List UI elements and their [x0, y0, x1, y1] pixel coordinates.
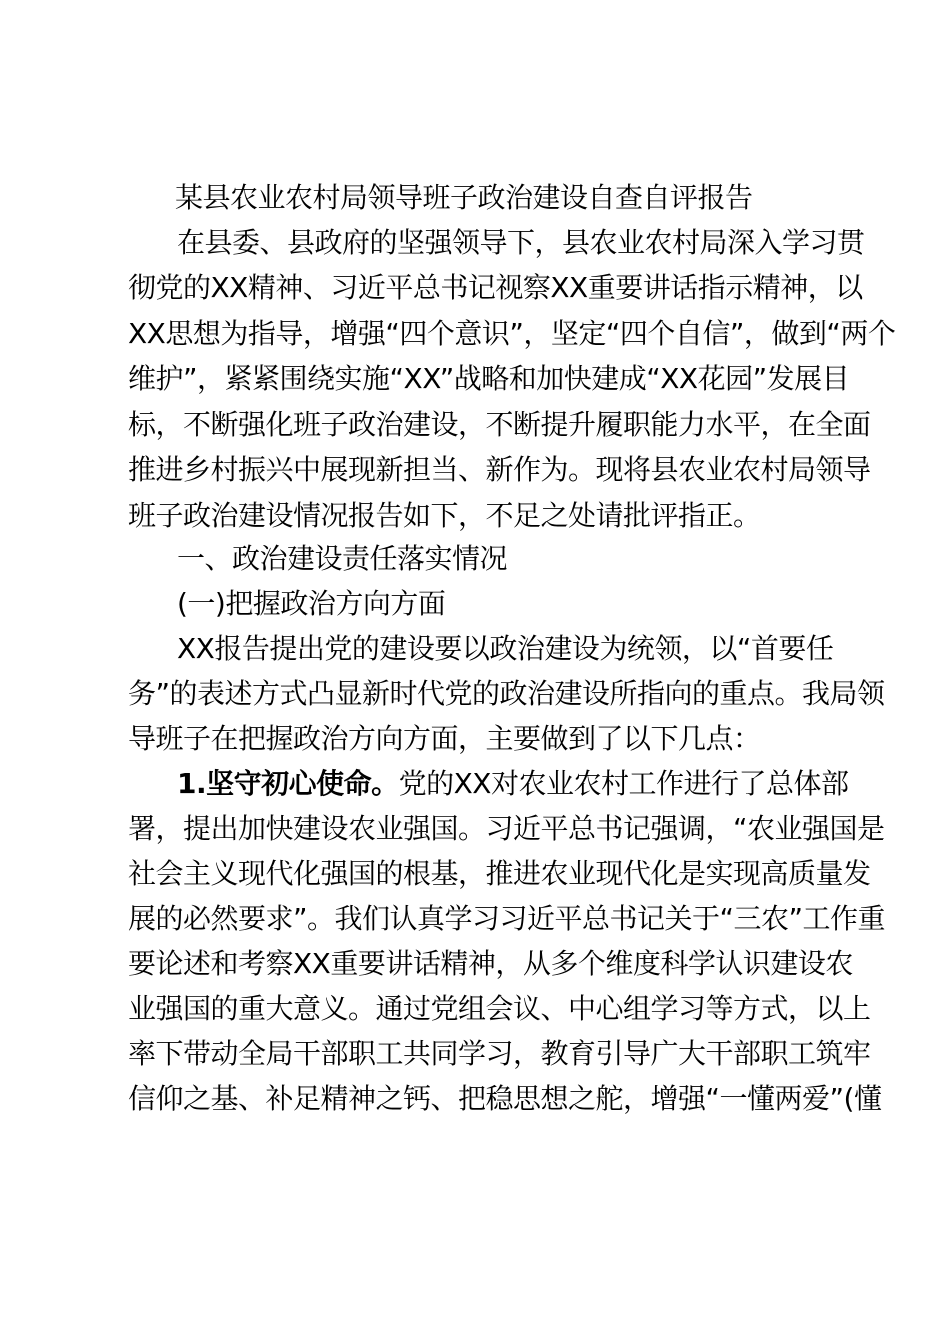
paragraph-line: 维护”，紧紧围绕实施“XX”战略和加快建成“XX花园”发展目	[128, 362, 850, 395]
paragraph-line: 在县委、县政府的坚强领导下，县农业农村局深入学习贯	[177, 226, 865, 259]
paragraph-line: XX思想为指导，增强“四个意识”，坚定“四个自信”，做到“两个	[128, 317, 896, 350]
paragraph-line: 标，不断强化班子政治建设，不断提升履职能力水平，在全面	[128, 408, 871, 441]
paragraph-line: 业强国的重大意义。通过党组会议、中心组学习等方式，以上	[128, 992, 871, 1025]
paragraph-line: 展的必然要求”。我们认真学习习近平总书记关于“三农”工作重	[128, 902, 886, 935]
paragraph-line: 信仰之基、补足精神之钙、把稳思想之舵，增强“一懂两爱”(懂	[128, 1082, 882, 1115]
paragraph-line: XX报告提出党的建设要以政治建设为统领，以“首要任	[177, 632, 834, 665]
paragraph-line: 彻党的XX精神、习近平总书记视察XX重要讲话指示精神，以	[128, 271, 863, 304]
paragraph-line: 导班子在把握政治方向方面，主要做到了以下几点：	[128, 722, 761, 755]
point-1-label: 1.坚守初心使命。	[177, 767, 399, 800]
point-1-first-line	[0, 762, 950, 806]
document-title: 某县农业农村局领导班子政治建设自查自评报告	[175, 181, 753, 214]
paragraph-line: 要论述和考察XX重要讲话精神，从多个维度科学认识建设农	[128, 947, 853, 980]
paragraph-line: 班子政治建设情况报告如下，不足之处请批评指正。	[128, 499, 761, 532]
paragraph-line: 社会主义现代化强国的根基，推进农业现代化是实现高质量发	[128, 857, 871, 890]
section-heading: 一、政治建设责任落实情况	[177, 542, 508, 575]
point-1-first-line-text: 党的XX对农业农村工作进行了总体部	[398, 767, 849, 800]
paragraph-line: 推进乡村振兴中展现新担当、新作为。现将县农业农村局领导	[128, 453, 871, 486]
paragraph-line: 率下带动全局干部职工共同学习，教育引导广大干部职工筑牢	[128, 1037, 871, 1070]
subsection-heading: (一)把握政治方向方面	[177, 587, 446, 620]
paragraph-line: 务”的表述方式凸显新时代党的政治建设所指向的重点。我局领	[128, 677, 885, 710]
paragraph-line: 署，提出加快建设农业强国。习近平总书记强调，“农业强国是	[128, 812, 885, 845]
